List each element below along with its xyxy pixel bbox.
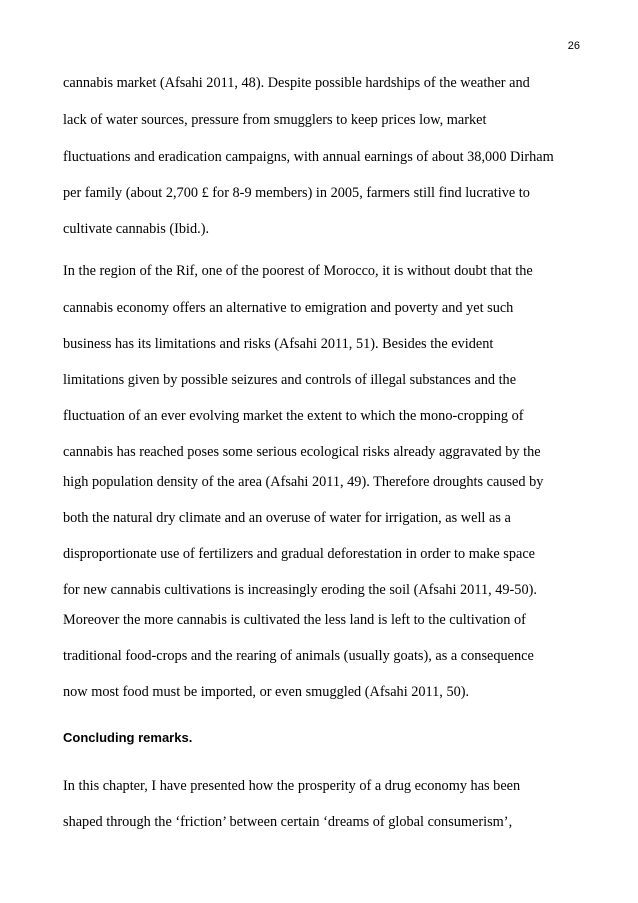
paragraph-3-line-2: shaped through the ‘friction’ between certain ‘dreams of global consumerism’, xyxy=(63,814,513,830)
paragraph-2-line-7: high population density of the area (Afsahi 2011, 49). Therefore droughts caused by xyxy=(63,474,544,490)
paragraph-2-line-1: In the region of the Rif, one of the poorest of Morocco, it is without doubt that the xyxy=(63,263,533,279)
paragraph-1-line-4: per family (about 2,700 £ for 8-9 members) in 2005, farmers still find lucrative to xyxy=(63,185,530,201)
paragraph-2-line-5: fluctuation of an ever evolving market the extent to which the mono-cropping of xyxy=(63,408,524,424)
paragraph-2-line-2: cannabis economy offers an alternative to emigration and poverty and yet such xyxy=(63,300,514,316)
paragraph-3-line-1: In this chapter, I have presented how the prosperity of a drug economy has been xyxy=(63,778,521,794)
paragraph-2-line-6: cannabis has reached poses some serious ecological risks already aggravated by the xyxy=(63,444,541,460)
paragraph-2-line-13: now most food must be imported, or even smuggled (Afsahi 2011, 50). xyxy=(63,684,470,700)
paragraph-2-line-12: traditional food-crops and the rearing of animals (usually goats), as a consequence xyxy=(63,648,534,664)
paragraph-2-line-3: business has its limitations and risks (Afsahi 2011, 51). Besides the evident xyxy=(63,336,494,352)
paragraph-2-line-10: for new cannabis cultivations is increasingly eroding the soil (Afsahi 2011, 49-50). xyxy=(63,582,537,598)
paragraph-2-line-11: Moreover the more cannabis is cultivated the less land is left to the cultivation of xyxy=(63,612,526,628)
paragraph-1-line-1: cannabis market (Afsahi 2011, 48). Despite possible hardships of the weather and xyxy=(63,75,530,91)
section-heading: Concluding remarks. xyxy=(63,730,193,745)
paragraph-1-line-2: lack of water sources, pressure from smugglers to keep prices low, market xyxy=(63,112,487,128)
paragraph-2-line-8: both the natural dry climate and an overuse of water for irrigation, as well as a xyxy=(63,510,511,526)
paragraph-2-line-9: disproportionate use of fertilizers and gradual deforestation in order to make space xyxy=(63,546,536,562)
paragraph-1-line-3: fluctuations and eradication campaigns, with annual earnings of about 38,000 Dirham xyxy=(63,149,554,165)
page-number: 26 xyxy=(567,40,580,52)
paragraph-1-line-5: cultivate cannabis (Ibid.). xyxy=(63,221,210,237)
paragraph-2-line-4: limitations given by possible seizures and controls of illegal substances and the xyxy=(63,372,517,388)
